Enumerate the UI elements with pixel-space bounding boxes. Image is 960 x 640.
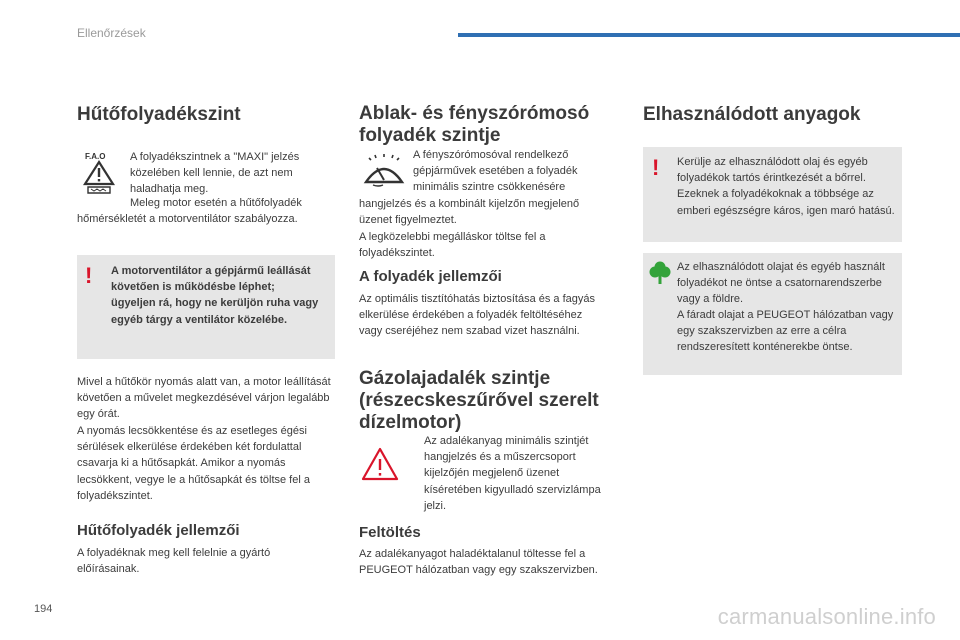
washer-spec-title: A folyadék jellemzői [359, 268, 502, 285]
svg-text:F.A.O: F.A.O [85, 152, 106, 161]
used-materials-title: Elhasználódott anyagok [643, 104, 861, 125]
exclamation-icon: ! [652, 155, 660, 180]
coolant-intro-text-2: Meleg motor esetén a hűtőfolyadék [130, 197, 302, 209]
environment-info-text: Az elhasználódott olajat és egyéb használt folyadékot ne öntse a csatornarendszerbe vagy a földre. [677, 261, 885, 306]
washer-intro-text: A fényszórómosóval rendelkező gépjárművek esetében a folyadék minimális szintre csökkenésére [413, 149, 578, 194]
diesel-additive-text: Az adalékanyag minimális szintjét hangjelzés és a műszercsoport kijelzőjén megjelenő üzenet kíséretében kigyulladó szervizlámpa jelzi. [424, 435, 601, 512]
coolant-cap-text: A nyomás lecsökkentése és az esetleges égési sérülések elkerülése érdekében két fordulattal csavarja ki a hűtősapkát. Amikor a nyomás lecsökkent, vegye le a hűtősapkát és töltse fel a folyadékszintet. [77, 425, 310, 502]
section-header-title: Ellenőrzések [77, 26, 146, 40]
page-number: 194 [34, 603, 53, 615]
header-accent-bar [458, 33, 960, 37]
coolant-warning-icon [82, 150, 116, 194]
coolant-intro-text-3: hőmérsékletét a motorventilátor szabályozza. [77, 213, 298, 225]
exclamation-icon: ! [85, 263, 93, 288]
warning-triangle-icon [360, 446, 400, 482]
environment-info-text-2: A fáradt olajat a PEUGEOT hálózatban vagy egy szakszervizben az erre a célra rendszeresített konténerekbe öntse. [677, 309, 894, 354]
washer-fluid-icon [363, 152, 405, 188]
fan-warning-box [77, 255, 335, 359]
fan-warning-text: A motorventilátor a gépjármű leállását követően is működésbe léphet; ügyeljen rá, hogy ne kerüljön ruha vagy egyéb tárgy a ventilátor közelébe. [111, 265, 319, 326]
coolant-level-title: Hűtőfolyadékszint [77, 104, 241, 125]
coolant-intro-text: A folyadékszintnek a "MAXI" jelzés közelében kell lennie, de azt nem haladhatja meg. [130, 151, 300, 196]
coolant-pressure-text: Mivel a hűtőkör nyomás alatt van, a motor leállítását követően a művelet megkezdésével várjon legalább egy órát. [77, 376, 331, 421]
eco-tree-icon [649, 260, 671, 286]
refill-text: Az adalékanyagot haladéktalanul töltesse fel a PEUGEOT hálózatban vagy egy szakszervizben. [359, 548, 598, 577]
coolant-spec-title: Hűtőfolyadék jellemzői [77, 522, 240, 539]
skin-contact-warning-box [643, 147, 902, 242]
refill-title: Feltöltés [359, 524, 421, 541]
coolant-spec-text: A folyadéknak meg kell felelnie a gyártó előírásainak. [77, 547, 271, 576]
environment-info-box [643, 253, 902, 375]
diesel-additive-title: Gázolajadalék szintje (részecskeszűrővel szerelt dízelmotor) [359, 368, 599, 433]
washer-intro-text-2: hangjelzés és a kombinált kijelzőn megjelenő üzenet figyelmeztet. [359, 198, 580, 227]
skin-contact-warning-text: Kerülje az elhasználódott olaj és egyéb folyadékok tartós érintkezését a bőrrel. Ezeknek a folyadékoknak a többsége az emberi egészségre káros, igen maró hatású. [677, 156, 895, 217]
washer-intro-text-3: A legközelebbi megálláskor töltse fel a folyadékszintet. [359, 231, 546, 260]
watermark: carmanualsonline.info [717, 604, 936, 629]
washer-spec-text: Az optimális tisztítóhatás biztosítása és a fagyás elkerülése érdekében a folyadék feltöltéséhez vagy cseréjéhez nem szabad vizet használni. [359, 293, 596, 338]
washer-fluid-title: Ablak- és fényszórómosó folyadék szintje [359, 103, 590, 146]
